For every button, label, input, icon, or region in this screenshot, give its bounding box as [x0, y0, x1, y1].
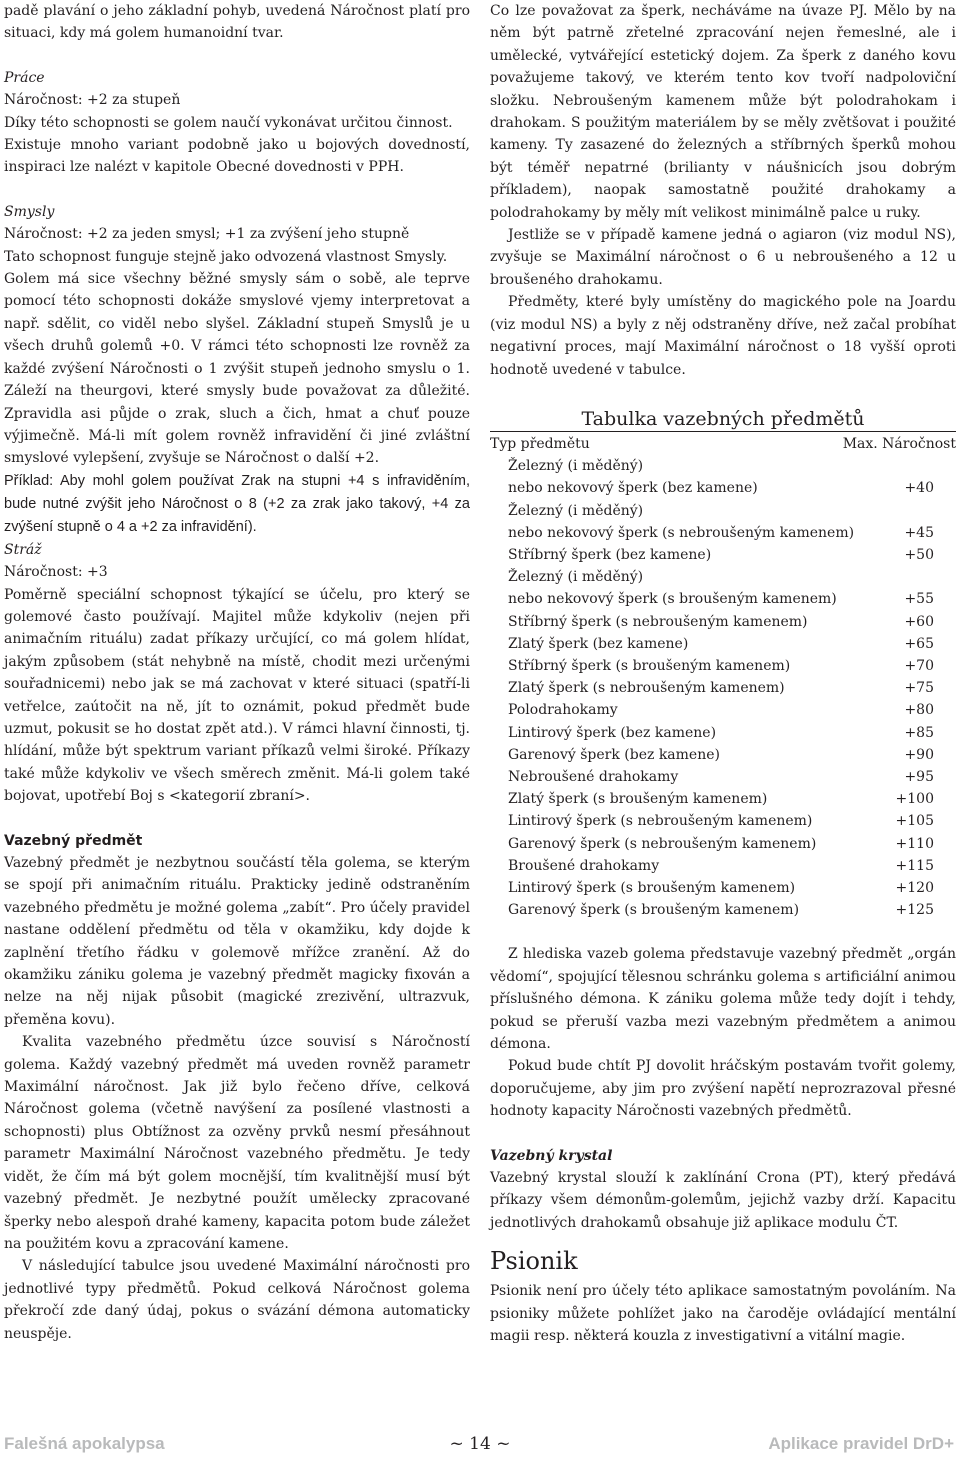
- table-body: [490, 455, 956, 921]
- table-cell-type: Zlatý šperk (bez kamene): [508, 635, 689, 652]
- table-row: [490, 477, 956, 499]
- page-number: ~ 14 ~: [449, 1434, 511, 1454]
- table-cell-max: +95: [904, 768, 934, 785]
- table-cell-max: +75: [904, 680, 934, 697]
- pj-advice-paragraph: Pokud bude chtít PJ dovolit hráčským postavám tvořit golemy, doporučujeme, aby jim pro zvýšení napětí neprozrazoval přesné hodnoty kapacity Náročnosti vazebných předmětů.: [490, 1058, 956, 1120]
- smysly-heading: Smysly: [4, 203, 55, 220]
- table-cell-type-prefix: Železný (i měděný): [508, 569, 644, 586]
- table-cell-type: Lintirový šperk (s nebroušeným kamenem): [508, 813, 813, 830]
- table-row: [490, 766, 956, 788]
- table-row-prefix: [490, 566, 956, 588]
- table-cell-type: Lintirový šperk (bez kamene): [508, 724, 717, 741]
- vazebny-paragraph-1: Vazebný předmět je nezbytnou součástí těla golema, se kterým se spojí při animačním rituálu. Prakticky jedině odstraněním vazebného předmětu je možné golema „zabít“. Pro účely pravidel nastane oddělení předmětu od těla v okamžiku, kdy dojde k zaplnění třetího řádku v golemově mřížce zranění. Až do okamžiku zániku golema je vazebný předmět magicky fixován a nelze na něj nijak působit (magické zrezivění, ultrazvuk, přeměna kovu).: [4, 855, 470, 1028]
- vazebny-heading: Vazebný předmět: [4, 832, 143, 849]
- table-cell-type: nebo nekovový šperk (bez kamene): [508, 480, 758, 497]
- table-row: [490, 744, 956, 766]
- straz-heading: Stráž: [4, 541, 42, 558]
- table-row: [490, 699, 956, 721]
- table-row: [490, 722, 956, 744]
- table-cell-max: +80: [904, 702, 934, 719]
- table-row: [490, 522, 956, 544]
- table-cell-type-prefix: Železný (i měděný): [508, 502, 644, 519]
- table-cell-type: Stříbrný šperk (s nebroušeným kamenem): [508, 613, 808, 630]
- footer-title-right: Aplikace pravidel DrD+: [768, 1434, 954, 1453]
- table-row: [490, 655, 956, 677]
- table-cell-max: +45: [904, 524, 934, 541]
- table-cell-type-prefix: Železný (i měděný): [508, 458, 644, 475]
- footer-title-left: Falešná apokalypsa: [4, 1434, 165, 1453]
- table-row: [490, 633, 956, 655]
- table-row: [490, 788, 956, 810]
- example-note: Příklad: Aby mohl golem používat Zrak na stupni +4 s infraviděním, bude nutné zvýšit jeho Náročnost o 8 (+2 za zrak jako takový, +4 za zvýšení stupně o 4 a +2 za infravidění).: [4, 472, 470, 535]
- table-cell-max: +85: [904, 724, 934, 741]
- straz-body: Poměrně speciální schopnost týkající se účelu, pro který se golemové často používají. Majitel může kdykoliv (nejen při animačním rituálu) zadat příkazy určující, co má golem hlídat, jakým způsobem (stát nehybně na místě, chodit mezi určenými souřadnicemi) nebo jak se má zachovat v které situaci (spatří-li vetřelce, zaútočit na ně, jít to oznámit, pokud předmět bude uzmut, pokusit se ho dostat zpět atd.). V rámci hlavní činnosti, tj. hlídání, může být spektrum variant příkazů velmi široké. Příkazy také může kdykoliv ve všech směrech změnit. Má-li golem také bojovat, upotřebí Boj s <kategorií zbraní>.: [4, 586, 470, 805]
- table-row-prefix: [490, 500, 956, 522]
- table-cell-type: nebo nekovový šperk (s broušeným kamenem): [508, 591, 837, 608]
- table-cell-max: +115: [895, 857, 934, 874]
- table-cell-max: +50: [904, 546, 934, 563]
- table-cell-max: +55: [904, 591, 934, 608]
- table-cell-max: +120: [895, 879, 934, 896]
- table-row: [490, 833, 956, 855]
- table-cell-max: +110: [895, 835, 934, 852]
- smysly-body: Golem má sice všechny běžné smysly sám o sobě, ale teprve pomocí této schopnosti dokáže smyslové vjemy interpretovat a např. sdělit, co viděl nebo slyšel. Základní stupeň Smyslů je u všech druhů golemů +0. V rámci této schopnosti lze rovněž za každé zvýšení Náročnosti o 1 zvýšit stupeň jednoho smyslu o 1. Záleží na theurgovi, které smysly bude považovat za důležité. Zpravidla asi půjde o zrak, sluch a čich, hmat a chuť pouze výjimečně. Má-li mít golem rovněž infravidění či jiné zvláštní smyslové vylepšení, zvyšuje se Náročnost o další +2.: [4, 271, 470, 467]
- table-row: [490, 810, 956, 832]
- table-row-prefix: [490, 455, 956, 477]
- binding-items-table: [490, 407, 956, 921]
- table-cell-max: +60: [904, 613, 934, 630]
- table-row: [490, 677, 956, 699]
- table-row: [490, 899, 956, 921]
- table-column-max: Max. Náročnost: [842, 435, 956, 452]
- prace-body: Existuje mnoho variant podobně jako u bojových dovedností, inspiraci lze nalézt v kapitole Obecné dovednosti v PPH.: [4, 137, 470, 176]
- straz-difficulty: Náročnost: +3: [4, 564, 108, 581]
- organ-paragraph: Z hlediska vazeb golema představuje vazebný předmět „orgán vědomí“, spojující tělesnou schránku golema s artificiální animou příslušného démona. K zániku golema může tedy dojít i tehdy, pokud se přeruší vazba mezi vazebným předmětem a animou démona.: [490, 946, 956, 1052]
- table-row: [490, 588, 956, 610]
- table-cell-type: Zlatý šperk (s broušeným kamenem): [508, 791, 768, 808]
- table-cell-max: +70: [904, 657, 934, 674]
- table-cell-type: Garenový šperk (s broušeným kamenem): [508, 902, 800, 919]
- table-row: [490, 877, 956, 899]
- smysly-difficulty: Náročnost: +2 za jeden smysl; +1 za zvýšení jeho stupně: [4, 226, 410, 243]
- table-cell-type: Stříbrný šperk (bez kamene): [508, 546, 712, 563]
- table-cell-max: +100: [895, 791, 934, 808]
- table-row: [490, 855, 956, 877]
- table-cell-type: Garenový šperk (s nebroušeným kamenem): [508, 835, 817, 852]
- psionik-heading: Psionik: [490, 1247, 578, 1276]
- left-column: [4, 0, 470, 1345]
- table-cell-type: Garenový šperk (bez kamene): [508, 746, 720, 763]
- table-cell-max: +105: [895, 813, 934, 830]
- prace-difficulty: Náročnost: +2 za stupeň: [4, 92, 181, 109]
- jewel-paragraph: Co lze považovat za šperk, necháváme na úvaze PJ. Mělo by na něm být patrně zřetelné zpracování nejen řemeslné, ale i umělecké, vytvářející estetický dojem. Za šperk z daného kovu považujeme takový, ve kterém tento kov tvoří nadpoloviční složku. Nebroušeným kamenem může být polodrahokam i drahokam. S použitým materiálem by se měly zvětšovat i použité kameny. Ty zasazené do železných a stříbrných šperků mohou být téměř nepatrné (brilianty v náušnicích jsou dobrým příkladem), naopak samostatně použité drahokamy a polodrahokamy by měly mít velikost minimálně palce u ruky.: [490, 3, 956, 221]
- vazebny-paragraph-3: V následující tabulce jsou uvedené Maximální náročnosti pro jednotlivé typy předmětů. Pokud celková Náročnost golema překročí zde daný údaj, pokus o svázání démona automaticky neuspěje.: [4, 1258, 470, 1342]
- table-row: [490, 611, 956, 633]
- table-cell-type: Stříbrný šperk (s broušeným kamenem): [508, 657, 791, 674]
- krystal-body: Vazebný krystal slouží k zaklínání Crona (PT), který předává příkazy všem démonům-golemům, jejichž vazby drží. Kapacitu jednotlivých drahokamů obsahuje již aplikace modulu ČT.: [490, 1170, 956, 1231]
- right-column: [490, 0, 956, 1347]
- table-cell-type: Zlatý šperk (s nebroušeným kamenem): [508, 680, 785, 697]
- table-row: [490, 544, 956, 566]
- table-cell-max: +40: [904, 480, 934, 497]
- table-cell-max: +90: [904, 746, 934, 763]
- table-cell-type: Broušené drahokamy: [508, 857, 660, 874]
- intro-paragraph: padě plavání o jeho základní pohyb, uvedená Náročnost platí pro situaci, kdy má golem humanoidní tvar.: [4, 3, 470, 42]
- prace-summary: Díky této schopnosti se golem naučí vykonávat určitou činnost.: [4, 114, 453, 131]
- table-header: [490, 431, 956, 455]
- smysly-summary: Tato schopnost funguje stejně jako odvozená vlastnost Smysly.: [4, 248, 448, 265]
- table-cell-max: +125: [895, 902, 934, 919]
- joard-paragraph: Předměty, které byly umístěny do magického pole na Joardu (viz modul NS) a byly z něj odstraněny dříve, než začal probíhat negativní proces, mají Maximální náročnost o 18 vyšší oproti hodnotě uvedené v tabulce.: [490, 294, 956, 378]
- table-title: Tabulka vazebných předmětů: [581, 407, 865, 430]
- psionik-body: Psionik není pro účely této aplikace samostatným povoláním. Na psioniky můžete pohlížet jako na čaroděje ovládající mentální magii resp. některá kouzla z investigativní a vitální magie.: [490, 1283, 956, 1345]
- table-cell-type: Nebroušené drahokamy: [508, 768, 679, 785]
- table-cell-type: Polodrahokamy: [508, 702, 618, 719]
- prace-heading: Práce: [4, 69, 45, 86]
- table-cell-max: +65: [904, 635, 934, 652]
- table-cell-type: Lintirový šperk (s broušeným kamenem): [508, 879, 796, 896]
- table-cell-type: nebo nekovový šperk (s nebroušeným kamenem): [508, 524, 855, 541]
- page-footer: [0, 1434, 960, 1460]
- agiaron-paragraph: Jestliže se v případě kamene jedná o agiaron (viz modul NS), zvyšuje se Maximální náročnost o 6 u nebroušeného a 12 u broušeného drahokamu.: [490, 227, 956, 288]
- vazebny-paragraph-2: Kvalita vazebného předmětu úzce souvisí s Náročností golema. Každý vazebný předmět má uveden rovněž parametr Maximální náročnost. Jak již bylo řečeno dříve, celková Náročnost golema (včetně navýšení za posílené vlastnosti a schopnosti) plus Obtížnost za ozvěny prvků nesmí přesáhnout parametr Maximální Náročnost vazebného předmětu. Je tedy vidět, že čím má být golem mocnější, tím kvalitnější musí být vazebný předmět. Je nezbytné použít umělecky zpracované šperky nebo alespoň drahé kameny, kapacita potom bude záležet na použitém kovu a zpracování kamene.: [4, 1034, 470, 1252]
- table-column-type: Typ předmětu: [490, 435, 590, 452]
- krystal-heading: Vazebný krystal: [490, 1147, 613, 1164]
